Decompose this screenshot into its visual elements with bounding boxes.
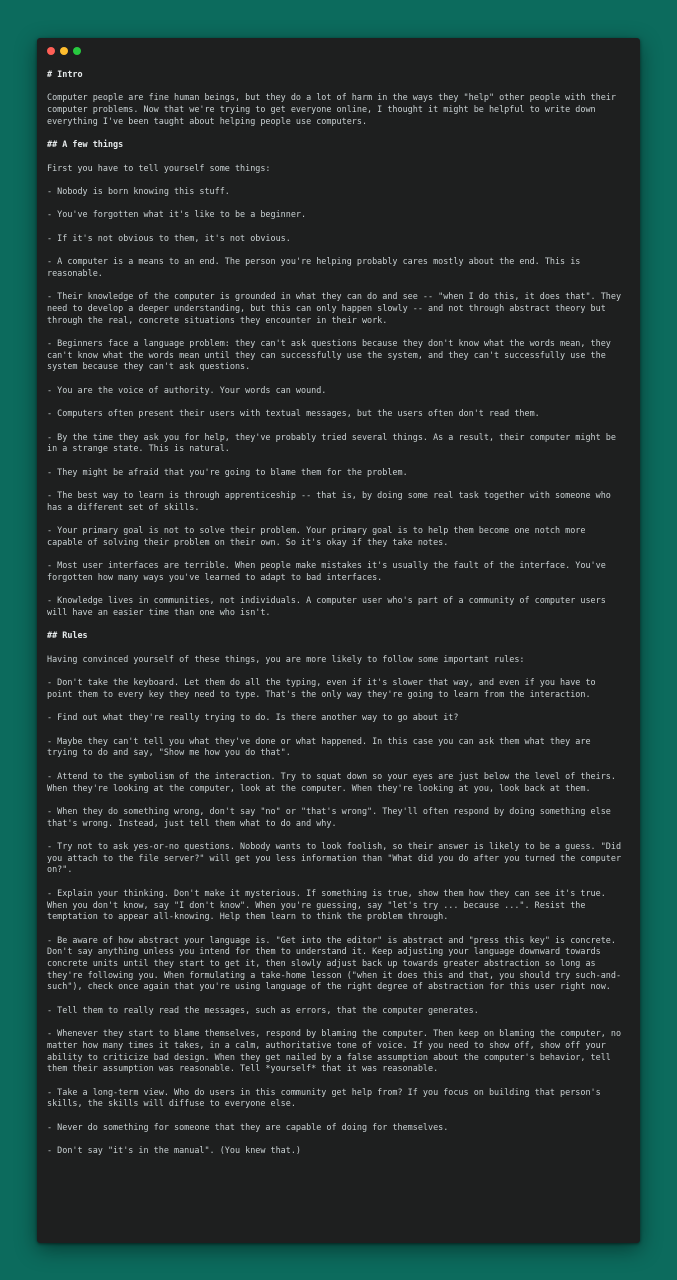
markdown-text-line: - Nobody is born knowing this stuff. bbox=[47, 185, 230, 196]
markdown-text-line: - Be aware of how abstract your language is. "Get into the editor" is abstract and "press this key" is concrete. Don't say anything unless you intend for them to understand it. Keep adjusting your language downward towards concrete units until they start to get it, then slowly adjust back up towards greater abstraction so long as they're following you. When formulating a take-home lesson ("when it does this and that, you should try such-and-such"), check once again that you're using language of the right degree of abstraction for this user right now. bbox=[47, 934, 622, 992]
markdown-heading-line: # Intro bbox=[47, 69, 83, 79]
markdown-text-line: - Don't say "it's in the manual". (You knew that.) bbox=[47, 1145, 301, 1156]
markdown-text-line: - Their knowledge of the computer is grounded in what they can do and see -- "when I do this, it does that". They need to develop a deeper understanding, but this can only happen slowly -- and not through abstract theory but through the real, concrete situations they encounter in their work. bbox=[47, 291, 622, 325]
markdown-text-line: - You've forgotten what it's like to be a beginner. bbox=[47, 209, 307, 220]
markdown-text-line: - They might be afraid that you're going to blame them for the problem. bbox=[47, 466, 408, 477]
close-window-button[interactable] bbox=[47, 47, 55, 55]
markdown-text-line: - Most user interfaces are terrible. When people make mistakes it's usually the fault of the interface. You've forgotten how many ways you've learned to adapt to bad interfaces. bbox=[47, 560, 606, 582]
editor-window bbox=[37, 38, 640, 1243]
markdown-text-line: - Never do something for someone that they are capable of doing for themselves. bbox=[47, 1121, 449, 1132]
window-titlebar bbox=[37, 38, 640, 64]
markdown-text-line: First you have to tell yourself some things: bbox=[47, 162, 271, 173]
markdown-text-line: - Maybe they can't tell you what they've done or what happened. In this case you can ask them what they are trying to do and say, "Show me how you do that". bbox=[47, 735, 591, 758]
markdown-text-line: - When they do something wrong, don't say "no" or "that's wrong". They'll often respond by doing something else that's wrong. Instead, just tell them what to do and why. bbox=[47, 805, 611, 828]
markdown-text-line: - Explain your thinking. Don't make it mysterious. If something is true, show them how they can see it's true. When you don't know, say "I don't know". When you're guessing, say "let's try ... because ...". Resist the temptation to appear all-knowing. Help them learn to think the problem through. bbox=[47, 887, 606, 922]
markdown-text-line: Computer people are fine human beings, but they do a lot of harm in the ways they "help" other people with their computer problems. Now that we're trying to get everyone online, I thought it might be helpful to write down everything I've been taught about helping people use computers. bbox=[47, 92, 616, 126]
markdown-text-line: - The best way to learn is through apprenticeship -- that is, by doing some real task together with someone who has a different set of skills. bbox=[47, 490, 611, 512]
markdown-heading-line: ## A few things bbox=[47, 139, 124, 150]
markdown-text-editor[interactable] bbox=[47, 69, 625, 1169]
markdown-text-line: - Computers often present their users with textual messages, but the users often don't read them. bbox=[47, 408, 540, 419]
minimize-window-button[interactable] bbox=[60, 47, 68, 55]
markdown-text-line: - Whenever they start to blame themselves, respond by blaming the computer. Then keep on blaming the computer, no matter how many times it takes, in a calm, authoritative tone of voice. If you need to show off, show off your ability to criticize bad design. When they get nailed by a false assumption about the computer's behavior, tell them their assumption was reasonable. Tell *yourself* that it was reasonable. bbox=[47, 1028, 622, 1074]
markdown-text-line: - Find out what they're really trying to do. Is there another way to go about it? bbox=[47, 712, 459, 723]
markdown-text-line: - Take a long-term view. Who do users in this community get help from? If you focus on building that person's skills, the skills will diffuse to everyone else. bbox=[47, 1086, 601, 1109]
markdown-text-line: - Tell them to really read the messages, such as errors, that the computer generates. bbox=[47, 1004, 479, 1015]
markdown-heading-line: ## Rules bbox=[47, 630, 88, 641]
markdown-text-line: - Beginners face a language problem: they can't ask questions because they don't know what the words mean, they can't know what the words mean until they can successfully use the system, and they can't successfully use the system because they can't ask questions. bbox=[47, 338, 611, 372]
markdown-text-line: Having convinced yourself of these things, you are more likely to follow some important rules: bbox=[47, 653, 525, 664]
markdown-text-line: - Knowledge lives in communities, not individuals. A computer user who's part of a community of computer users will have an easier time than one who isn't. bbox=[47, 595, 606, 618]
zoom-window-button[interactable] bbox=[73, 47, 81, 55]
markdown-text-line: - If it's not obvious to them, it's not obvious. bbox=[47, 232, 291, 243]
markdown-text-line: - Attend to the symbolism of the interaction. Try to squat down so your eyes are just below the level of theirs. When they're looking at the computer, look at the computer. When they're looking at you, look back at them. bbox=[47, 770, 616, 793]
markdown-text-line: - Don't take the keyboard. Let them do all the typing, even if it's slower that way, and even if you have to point them to every key they need to type. That's the only way they're going to learn from the interaction. bbox=[47, 677, 596, 699]
markdown-text-line: - A computer is a means to an end. The person you're helping probably cares mostly about the end. This is reasonable. bbox=[47, 256, 581, 278]
markdown-text-line: - By the time they ask you for help, they've probably tried several things. As a result, their computer might be in a strange state. This is natural. bbox=[47, 431, 616, 454]
markdown-text-line: - Try not to ask yes-or-no questions. Nobody wants to look foolish, so their answer is likely to be a guess. "Did you attach to the file server?" will get you less information than "What did you do after you turned the computer on?". bbox=[47, 841, 622, 875]
markdown-text-line: - Your primary goal is not to solve their problem. Your primary goal is to help them become one notch more capable of solving their problem on their own. So it's okay if they take notes. bbox=[47, 525, 586, 547]
markdown-text-line: - You are the voice of authority. Your words can wound. bbox=[47, 384, 327, 395]
